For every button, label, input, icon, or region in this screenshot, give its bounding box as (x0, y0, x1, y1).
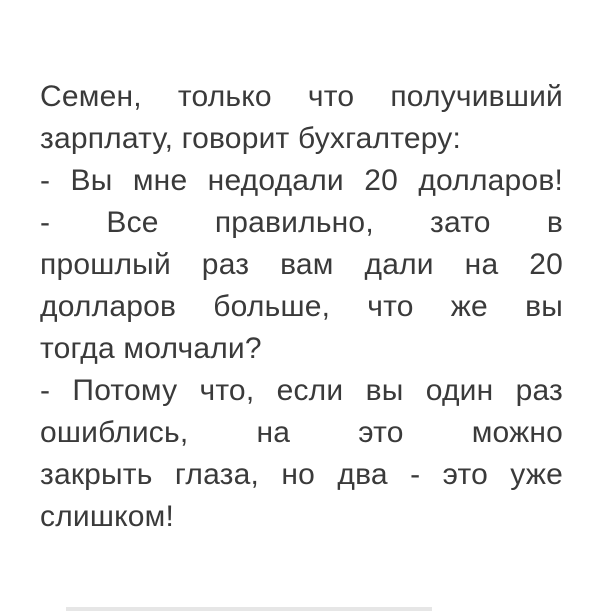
joke-line: зарплату, говорит бухгалтеру: (40, 122, 461, 155)
joke-line: - Потому что, если вы один раз (40, 374, 563, 407)
joke-line: долларов больше, что же вы (40, 290, 563, 323)
joke-line: закрыть глаза, но два - это уже (40, 458, 563, 491)
joke-line: - Вы мне недодали 20 долларов! (40, 164, 563, 197)
joke-line: - Все правильно, зато в (40, 206, 563, 239)
joke-text-block (40, 76, 563, 538)
joke-line: Семен, только что получивший (40, 80, 563, 113)
joke-line: ошиблись, на это можно (40, 416, 563, 449)
joke-line: прошлый раз вам дали на 20 (40, 248, 563, 281)
joke-line: слишком! (40, 500, 175, 533)
joke-line: тогда молчали? (40, 332, 262, 365)
bottom-artifact-line (66, 607, 432, 611)
